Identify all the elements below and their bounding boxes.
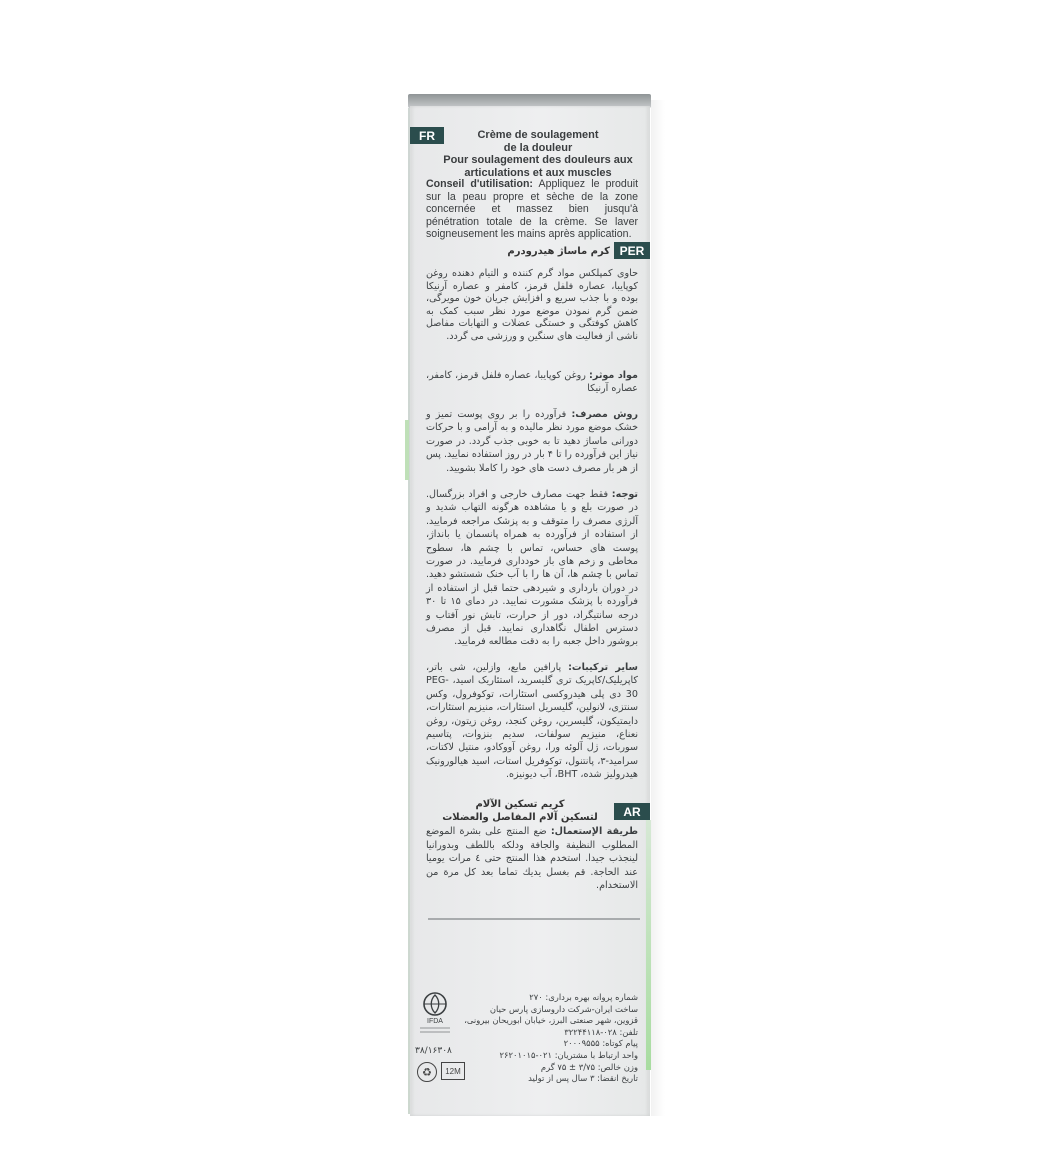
recycle-icon: ♻ [417,1062,437,1082]
info-line: تاریخ انقضا: ۳ سال پس از تولید [528,1073,638,1084]
ifda-logo-icon [414,990,456,1042]
per-actives-text: روغن کوپایبا، عصاره فلفل قرمز، کامفر، عصاره آرنیکا [426,370,638,394]
ar-title-line: كريم تسكين الآلام [475,799,565,810]
ar-title-line: لتسكين آلام المفاصل والعضلات [442,812,598,824]
per-language-tag: PER [614,242,650,259]
ar-usage-label: طريقة الإستعمال: [550,826,638,837]
fr-usage [426,178,638,241]
per-usage-text: فرآورده را بر روی پوست تمیز و خشک موضع مورد نظر مالیده و به آرامی و با حرکات دورانی ماساژ دهید تا به خوبی جذب گردد. در صورت نیاز این فرآورده را تا ۴ بار در روز استفاده نمایید. پس از هر بار مصرف دست های خود را کاملا بشویید. [426,409,638,474]
per-usage-label: روش مصرف: [571,409,638,420]
manufacturer-info [460,992,638,1085]
fr-usage-label: Conseil d'utilisation: [426,178,533,190]
box-shadow [651,100,665,1116]
per-warning-text: فقط جهت مصارف خارجی و افراد بزرگسال. در صورت بلع و یا مشاهده هرگونه التهاب شدید و آلرژی مصرف را متوقف و به پزشک مراجعه فرمایید. از استفاده از فرآورده به همراه پانسمان یا بانداژ، پوست های حساس، تماس با چشم ها، سطوح مخاطی و زخم های باز خودداری فرمایید. در صورت تماس با چشم ها، آن ها را با آب خنک شستشو دهید. در دوران بارداری و شیردهی حتما قبل از استفاده از فرآورده با پزشک مشورت نمایید. در دمای ۱۵ تا ۳۰ درجه سانتیگراد، دور از حرارت، تابش نور آفتاب و دسترس اطفال نگاهداری نمایید. قبل از مصرف بروشور داخل جعبه را به دقت مطالعه فرمایید. [426,489,638,648]
info-line: تلفن: ۰۲۸-۳۲۲۴۴۱۱۸ [564,1026,638,1037]
ar-title [430,798,610,825]
per-ingredients [426,661,638,782]
fr-usage-text: Appliquez le produit sur la peau propre et sèche de la zone concernée et massez bien jusqu'à pénétration totale de la crème. Se laver soigneusement les mains après application. [426,178,639,241]
fr-title [432,129,644,179]
per-actives [426,370,638,395]
green-edge-stripe [646,820,651,1070]
per-ingredients-label: سایر ترکیبات: [568,662,638,673]
fr-title-line: Pour soulagement des douleurs aux [443,154,633,166]
section-divider [428,918,640,920]
info-line: شماره پروانه بهره برداری: ۲۷۰ [529,992,638,1002]
fr-title-line: Crème de soulagement [477,129,599,141]
per-description: حاوی کمپلکس مواد گرم کننده و التیام دهنده روغن کوپایبا، عصاره فلفل قرمز، کامفر و عصاره آرنیکا بوده و با جذب سریع و افزایش جریان خون مویرگی، ضمن گرم نمودن موضع مورد نظر سبب کمک به کاهش کوفتگی و خستگی عضلات و التهابات مفاصل ناشی از فعالیت های سنگین و ورزشی می گردد. [426,268,638,342]
irc-code: ۳۸/۱۶۳۰۸ [415,1046,452,1056]
green-edge-accent [405,420,409,480]
ifda-logo-text: IFDA [427,1018,443,1025]
info-line: پیام کوتاه: ۲۰۰۰۹۵۵۵ [563,1038,638,1049]
info-line: واحد ارتباط با مشتریان: ۰۲۱-۲۶۲۰۱۰۱۵ [499,1049,638,1060]
ar-language-tag: AR [614,803,650,820]
pao-icon: 12M [441,1062,465,1080]
info-line: ساخت ایران-شرکت داروسازی پارس حیان [489,1003,638,1014]
ar-usage [426,825,638,893]
per-usage [426,408,638,475]
fr-language-tag: FR [410,127,444,144]
fr-title-line: articulations et aux muscles [464,166,612,179]
ar-usage-text: ضع المنتج على بشرة الموضع المطلوب النظيفة والجافة ودلكه باللطف وبدورانيا لينجذب جيدا. استخدم هذا المنتج حتى ٤ مرات يوميا عند الحاجة. قم بغسل يديك تماما بعد كل مرة من الاستخدام. [426,826,638,892]
per-warning-label: توجه: [611,489,638,500]
per-actives-label: مواد موثر: [589,370,638,381]
info-line: وزن خالص: ۳/۷۵ ± ۷۵ گرم [540,1061,638,1072]
fr-title-line: de la douleur [503,141,573,154]
per-title: کرم ماساژ هیدرودرم [507,246,610,257]
info-line: قزوین، شهر صنعتی البرز، خیابان ابوریحان بیرونی، [464,1015,638,1026]
per-warning [426,488,638,649]
per-ingredients-text: پارافین مایع، وازلین، شی باتر، کاپریلیک/کاپریک تری گلیسرید، استئاریک اسید، PEG-30 دی پلی هیدروکسی استئارات، توکوفرول، وکس سنتزی، لانولین، گلیسریل استئارات، منیزیم استئارات، دایمتیکون، گلیسرین، روغن کنجد، روغن زیتون، روغن نعناع، منیزیم سولفات، سدیم بنزوات، پتاسیم سوربات، ژل آلوئه ورا، روغن آووکادو، منتیل لاکتات، سرامید-۳، پانتنول، توکوفریل استات، اسید هیالورونیک هیدرولیز شده، BHT، آب دیونیزه. [426,662,638,781]
